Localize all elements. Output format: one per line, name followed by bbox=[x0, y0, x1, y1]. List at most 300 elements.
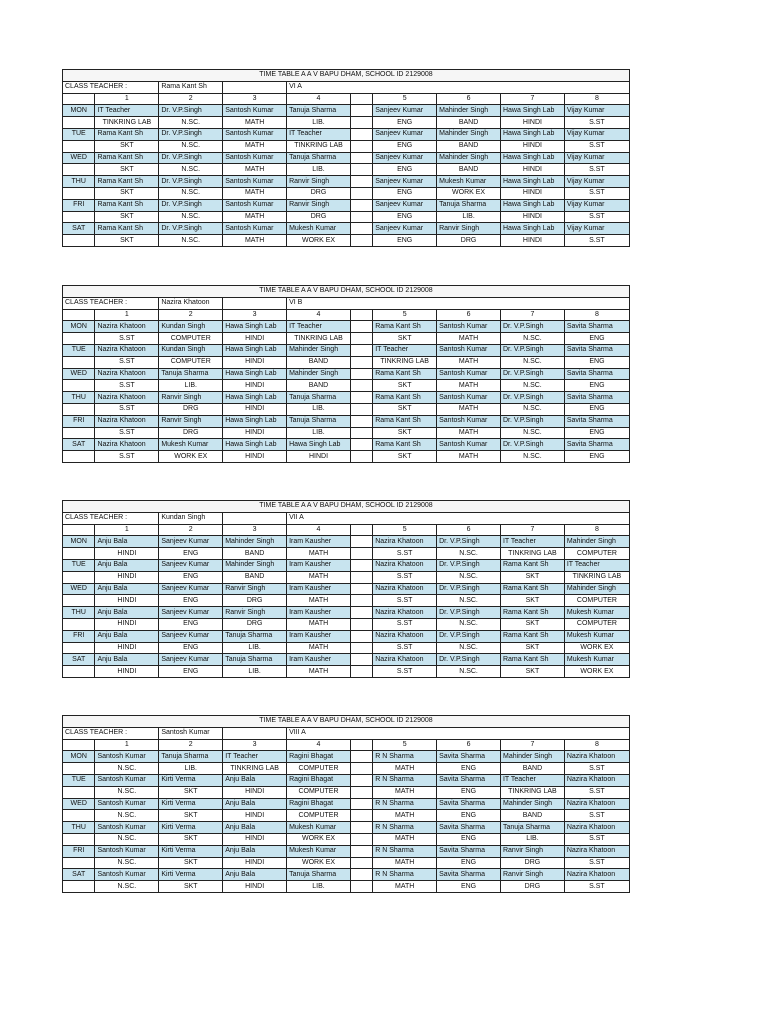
day-teacher-row bbox=[63, 368, 630, 380]
gap-cell bbox=[350, 618, 372, 630]
subject-cell: TINKRING LAB bbox=[95, 117, 159, 129]
teacher-cell: Hawa Singh Lab bbox=[223, 392, 287, 404]
subject-cell: MATH bbox=[223, 187, 287, 199]
teacher-cell: Mukesh Kumar bbox=[564, 630, 629, 642]
teacher-cell: Dr. V.P.Singh bbox=[159, 176, 223, 188]
teacher-cell: Anju Bala bbox=[95, 654, 159, 666]
teacher-cell: Dr. V.P.Singh bbox=[500, 321, 564, 333]
gap-cell bbox=[350, 403, 372, 415]
teacher-cell: Nazira Khatoon bbox=[95, 368, 159, 380]
day-teacher-row bbox=[63, 105, 630, 117]
empty-cell bbox=[63, 571, 95, 583]
teacher-cell: Sanjeev Kumar bbox=[159, 607, 223, 619]
teacher-cell: Dr. V.P.Singh bbox=[159, 128, 223, 140]
subject-cell: MATH bbox=[287, 595, 351, 607]
period-number: 5 bbox=[373, 93, 437, 105]
subject-cell: S.ST bbox=[564, 211, 629, 223]
teacher-cell: Savita Sharma bbox=[564, 344, 629, 356]
teacher-cell: Anju Bala bbox=[95, 559, 159, 571]
subject-cell: MATH bbox=[287, 571, 351, 583]
empty-cell bbox=[63, 857, 95, 869]
gap-cell bbox=[350, 451, 372, 463]
subject-cell: ENG bbox=[437, 881, 501, 893]
teacher-cell: Hawa Singh Lab bbox=[287, 439, 351, 451]
period-number: 2 bbox=[159, 309, 223, 321]
teacher-cell: Santosh Kumar bbox=[223, 105, 287, 117]
teacher-cell: Dr. V.P.Singh bbox=[500, 415, 564, 427]
teacher-cell: Vijay Kumar bbox=[564, 199, 629, 211]
empty-cell bbox=[63, 548, 95, 560]
teacher-cell: Santosh Kumar bbox=[95, 751, 159, 763]
teacher-cell: Vijay Kumar bbox=[564, 176, 629, 188]
subject-cell: ENG bbox=[373, 117, 437, 129]
period-number: 6 bbox=[437, 524, 501, 536]
day-teacher-row bbox=[63, 439, 630, 451]
subject-cell: BAND bbox=[287, 380, 351, 392]
subject-cell: S.ST bbox=[95, 380, 159, 392]
subject-cell: LIB. bbox=[287, 403, 351, 415]
subject-cell: SKT bbox=[95, 140, 159, 152]
gap-cell bbox=[350, 536, 372, 548]
teacher-cell: IT Teacher bbox=[500, 536, 564, 548]
teacher-cell: Santosh Kumar bbox=[95, 845, 159, 857]
day-label: WED bbox=[63, 152, 95, 164]
day-teacher-row bbox=[63, 321, 630, 333]
period-number: 2 bbox=[159, 93, 223, 105]
subject-cell: S.ST bbox=[564, 786, 629, 798]
subject-cell: S.ST bbox=[564, 763, 629, 775]
teacher-cell: Sanjeev Kumar bbox=[373, 105, 437, 117]
subject-cell: BAND bbox=[223, 571, 287, 583]
gap-cell bbox=[350, 368, 372, 380]
teacher-cell: Sanjeev Kumar bbox=[159, 654, 223, 666]
class-teacher-row bbox=[63, 81, 630, 93]
class-teacher-row bbox=[63, 727, 630, 739]
teacher-cell: Rama Kant Sh bbox=[95, 128, 159, 140]
teacher-cell: Nazira Khatoon bbox=[373, 630, 437, 642]
teacher-cell: Sanjeev Kumar bbox=[159, 630, 223, 642]
teacher-cell: Mahinder Singh bbox=[500, 798, 564, 810]
subject-cell: HINDI bbox=[500, 211, 564, 223]
day-teacher-row bbox=[63, 751, 630, 763]
subject-cell: HINDI bbox=[223, 857, 287, 869]
subject-cell: ENG bbox=[159, 595, 223, 607]
subject-cell: N.SC. bbox=[437, 548, 501, 560]
subject-cell: S.ST bbox=[373, 642, 437, 654]
gap-cell bbox=[350, 642, 372, 654]
subject-cell: LIB. bbox=[159, 380, 223, 392]
subject-cell: TINKRING LAB bbox=[287, 333, 351, 345]
teacher-cell: Ranvir Singh bbox=[437, 223, 501, 235]
subject-cell: HINDI bbox=[287, 451, 351, 463]
teacher-cell: Rama Kant Sh bbox=[500, 630, 564, 642]
period-number: 8 bbox=[564, 739, 629, 751]
subject-cell: HINDI bbox=[500, 235, 564, 247]
teacher-cell: Dr. V.P.Singh bbox=[437, 583, 501, 595]
subject-cell: SKT bbox=[159, 881, 223, 893]
teacher-cell: Mukesh Kumar bbox=[287, 822, 351, 834]
teacher-cell: Nazira Khatoon bbox=[564, 751, 629, 763]
teacher-cell: Iram Kausher bbox=[287, 536, 351, 548]
timetable bbox=[62, 69, 630, 247]
period-header-row bbox=[63, 309, 630, 321]
teacher-cell: Anju Bala bbox=[95, 630, 159, 642]
day-teacher-row bbox=[63, 654, 630, 666]
subject-cell: BAND bbox=[500, 810, 564, 822]
day-subject-row bbox=[63, 763, 630, 775]
teacher-cell: Hawa Singh Lab bbox=[223, 321, 287, 333]
subject-cell: HINDI bbox=[223, 881, 287, 893]
subject-cell: N.SC. bbox=[437, 642, 501, 654]
teacher-cell: Tanuja Sharma bbox=[159, 368, 223, 380]
subject-cell: HINDI bbox=[223, 786, 287, 798]
subject-cell: MATH bbox=[437, 380, 501, 392]
period-number: 5 bbox=[373, 309, 437, 321]
day-label: THU bbox=[63, 607, 95, 619]
period-number: 4 bbox=[287, 309, 351, 321]
teacher-cell: R N Sharma bbox=[373, 774, 437, 786]
gap-cell bbox=[350, 211, 372, 223]
teacher-cell: Nazira Khatoon bbox=[564, 774, 629, 786]
teacher-cell: IT Teacher bbox=[287, 321, 351, 333]
subject-cell: BAND bbox=[437, 164, 501, 176]
subject-cell: S.ST bbox=[564, 140, 629, 152]
subject-cell: ENG bbox=[437, 763, 501, 775]
day-label: THU bbox=[63, 822, 95, 834]
teacher-cell: Nazira Khatoon bbox=[373, 583, 437, 595]
subject-cell: N.SC. bbox=[437, 571, 501, 583]
teacher-cell: Anju Bala bbox=[223, 798, 287, 810]
day-subject-row bbox=[63, 833, 630, 845]
subject-cell: WORK EX bbox=[287, 235, 351, 247]
day-label: SAT bbox=[63, 223, 95, 235]
empty-cell bbox=[63, 451, 95, 463]
teacher-cell: IT Teacher bbox=[223, 751, 287, 763]
period-number: 8 bbox=[564, 93, 629, 105]
teacher-cell: Kundan Singh bbox=[159, 344, 223, 356]
teacher-cell: Tanuja Sharma bbox=[223, 630, 287, 642]
teacher-cell: Ranvir Singh bbox=[500, 869, 564, 881]
subject-cell: S.ST bbox=[95, 356, 159, 368]
day-subject-row bbox=[63, 164, 630, 176]
teacher-cell: Dr. V.P.Singh bbox=[159, 199, 223, 211]
subject-cell: N.SC. bbox=[159, 211, 223, 223]
subject-cell: MATH bbox=[287, 618, 351, 630]
period-number: 1 bbox=[95, 309, 159, 321]
teacher-cell: Mahinder Singh bbox=[437, 152, 501, 164]
teacher-cell: Ranvir Singh bbox=[223, 607, 287, 619]
day-label: WED bbox=[63, 368, 95, 380]
subject-cell: DRG bbox=[159, 427, 223, 439]
subject-cell: ENG bbox=[564, 427, 629, 439]
empty-cell bbox=[63, 595, 95, 607]
teacher-cell: Nazira Khatoon bbox=[564, 845, 629, 857]
day-label: THU bbox=[63, 392, 95, 404]
period-header-row bbox=[63, 93, 630, 105]
class-teacher-row bbox=[63, 512, 630, 524]
subject-cell: HINDI bbox=[223, 333, 287, 345]
teacher-cell: Tanuja Sharma bbox=[500, 822, 564, 834]
timetable bbox=[62, 715, 630, 893]
subject-cell: LIB. bbox=[500, 833, 564, 845]
teacher-cell: Anju Bala bbox=[95, 607, 159, 619]
gap-cell bbox=[350, 833, 372, 845]
teacher-cell: Mahinder Singh bbox=[564, 583, 629, 595]
subject-cell: COMPUTER bbox=[287, 786, 351, 798]
teacher-cell: Nazira Khatoon bbox=[95, 439, 159, 451]
gap-cell bbox=[350, 571, 372, 583]
subject-cell: DRG bbox=[437, 235, 501, 247]
subject-cell: WORK EX bbox=[287, 857, 351, 869]
teacher-cell: Dr. V.P.Singh bbox=[159, 223, 223, 235]
period-number: 3 bbox=[223, 309, 287, 321]
teacher-cell: Vijay Kumar bbox=[564, 128, 629, 140]
teacher-cell: Savita Sharma bbox=[564, 368, 629, 380]
teacher-cell: Kirti Verma bbox=[159, 869, 223, 881]
teacher-cell: Savita Sharma bbox=[437, 751, 501, 763]
teacher-cell: Tanuja Sharma bbox=[223, 654, 287, 666]
title-row bbox=[63, 70, 630, 82]
subject-cell: N.SC. bbox=[95, 763, 159, 775]
class-teacher-label: CLASS TEACHER : bbox=[63, 727, 159, 739]
gap-cell bbox=[350, 187, 372, 199]
teacher-cell: Tanuja Sharma bbox=[287, 869, 351, 881]
teacher-cell: Rama Kant Sh bbox=[95, 223, 159, 235]
day-label: TUE bbox=[63, 559, 95, 571]
subject-cell: SKT bbox=[500, 618, 564, 630]
subject-cell: N.SC. bbox=[159, 140, 223, 152]
teacher-cell: Mahinder Singh bbox=[287, 344, 351, 356]
teacher-cell: Tanuja Sharma bbox=[287, 415, 351, 427]
class-teacher-name: Santosh Kumar bbox=[159, 727, 223, 739]
subject-cell: MATH bbox=[223, 211, 287, 223]
teacher-cell: R N Sharma bbox=[373, 869, 437, 881]
day-label: TUE bbox=[63, 774, 95, 786]
teacher-cell: IT Teacher bbox=[564, 559, 629, 571]
subject-cell: SKT bbox=[373, 333, 437, 345]
subject-cell: HINDI bbox=[95, 666, 159, 678]
subject-cell: N.SC. bbox=[500, 356, 564, 368]
empty-cell bbox=[63, 618, 95, 630]
teacher-cell: Sanjeev Kumar bbox=[373, 199, 437, 211]
period-number: 7 bbox=[500, 739, 564, 751]
subject-cell: MATH bbox=[287, 666, 351, 678]
subject-cell: ENG bbox=[373, 235, 437, 247]
gap-cell bbox=[350, 548, 372, 560]
title-row bbox=[63, 501, 630, 513]
teacher-cell: Vijay Kumar bbox=[564, 223, 629, 235]
gap-cell bbox=[350, 392, 372, 404]
teacher-cell: Santosh Kumar bbox=[95, 798, 159, 810]
subject-cell: LIB. bbox=[287, 117, 351, 129]
subject-cell: SKT bbox=[373, 451, 437, 463]
day-teacher-row bbox=[63, 869, 630, 881]
teacher-cell: Sanjeev Kumar bbox=[159, 559, 223, 571]
class-teacher-name: Kundan Singh bbox=[159, 512, 223, 524]
subject-cell: N.SC. bbox=[159, 164, 223, 176]
subject-cell: WORK EX bbox=[564, 642, 629, 654]
day-label: TUE bbox=[63, 344, 95, 356]
gap-cell bbox=[350, 630, 372, 642]
subject-cell: SKT bbox=[500, 642, 564, 654]
teacher-cell: Savita Sharma bbox=[564, 439, 629, 451]
teacher-cell: Kirti Verma bbox=[159, 822, 223, 834]
teacher-cell: Rama Kant Sh bbox=[500, 559, 564, 571]
gap-cell bbox=[350, 654, 372, 666]
subject-cell: WORK EX bbox=[159, 451, 223, 463]
subject-cell: S.ST bbox=[564, 833, 629, 845]
teacher-cell: Hawa Singh Lab bbox=[223, 368, 287, 380]
teacher-cell: Hawa Singh Lab bbox=[500, 223, 564, 235]
teacher-cell: Dr. V.P.Singh bbox=[159, 105, 223, 117]
subject-cell: N.SC. bbox=[95, 786, 159, 798]
teacher-cell: Hawa Singh Lab bbox=[500, 152, 564, 164]
day-subject-row bbox=[63, 187, 630, 199]
empty-cell bbox=[63, 427, 95, 439]
subject-cell: N.SC. bbox=[500, 333, 564, 345]
subject-cell: HINDI bbox=[223, 427, 287, 439]
teacher-cell: IT Teacher bbox=[287, 128, 351, 140]
subject-cell: N.SC. bbox=[95, 857, 159, 869]
subject-cell: LIB. bbox=[223, 642, 287, 654]
class-name: VIII A bbox=[287, 727, 630, 739]
teacher-cell: Dr. V.P.Singh bbox=[437, 559, 501, 571]
teacher-cell: Sanjeev Kumar bbox=[373, 128, 437, 140]
gap-cell bbox=[350, 164, 372, 176]
subject-cell: N.SC. bbox=[500, 403, 564, 415]
subject-cell: S.ST bbox=[95, 333, 159, 345]
gap-cell bbox=[350, 559, 372, 571]
subject-cell: SKT bbox=[373, 427, 437, 439]
day-subject-row bbox=[63, 810, 630, 822]
subject-cell: ENG bbox=[437, 810, 501, 822]
subject-cell: ENG bbox=[564, 451, 629, 463]
subject-cell: ENG bbox=[437, 857, 501, 869]
day-subject-row bbox=[63, 211, 630, 223]
gap-cell bbox=[350, 524, 372, 536]
teacher-cell: Santosh Kumar bbox=[223, 128, 287, 140]
teacher-cell: Hawa Singh Lab bbox=[500, 105, 564, 117]
day-label: MON bbox=[63, 105, 95, 117]
teacher-cell: Savita Sharma bbox=[437, 822, 501, 834]
teacher-cell: Ranvir Singh bbox=[287, 176, 351, 188]
day-subject-row bbox=[63, 427, 630, 439]
teacher-cell: Ragini Bhagat bbox=[287, 798, 351, 810]
subject-cell: S.ST bbox=[564, 881, 629, 893]
subject-cell: MATH bbox=[373, 833, 437, 845]
teacher-cell: Savita Sharma bbox=[437, 845, 501, 857]
teacher-cell: Nazira Khatoon bbox=[95, 321, 159, 333]
class-name: VII A bbox=[287, 512, 630, 524]
subject-cell: SKT bbox=[500, 571, 564, 583]
subject-cell: HINDI bbox=[95, 642, 159, 654]
teacher-cell: Dr. V.P.Singh bbox=[500, 368, 564, 380]
teacher-cell: Hawa Singh Lab bbox=[500, 128, 564, 140]
teacher-cell: Iram Kausher bbox=[287, 607, 351, 619]
day-subject-row bbox=[63, 403, 630, 415]
subject-cell: MATH bbox=[437, 427, 501, 439]
teacher-cell: Nazira Khatoon bbox=[373, 607, 437, 619]
period-header-row bbox=[63, 524, 630, 536]
teacher-cell: Nazira Khatoon bbox=[95, 415, 159, 427]
period-header-row bbox=[63, 739, 630, 751]
subject-cell: DRG bbox=[500, 857, 564, 869]
period-number: 1 bbox=[95, 93, 159, 105]
gap-cell bbox=[350, 333, 372, 345]
day-subject-row bbox=[63, 380, 630, 392]
teacher-cell: Rama Kant Sh bbox=[500, 583, 564, 595]
gap-cell bbox=[350, 798, 372, 810]
subject-cell: MATH bbox=[437, 356, 501, 368]
teacher-cell: Tanuja Sharma bbox=[287, 392, 351, 404]
subject-cell: S.ST bbox=[564, 235, 629, 247]
teacher-cell: Iram Kausher bbox=[287, 654, 351, 666]
day-teacher-row bbox=[63, 845, 630, 857]
subject-cell: SKT bbox=[373, 380, 437, 392]
subject-cell: N.SC. bbox=[95, 810, 159, 822]
gap-cell bbox=[350, 810, 372, 822]
period-number: 8 bbox=[564, 309, 629, 321]
gap-cell bbox=[350, 786, 372, 798]
subject-cell: TINKRING LAB bbox=[373, 356, 437, 368]
teacher-cell: Tanuja Sharma bbox=[159, 751, 223, 763]
class-teacher-label: CLASS TEACHER : bbox=[63, 512, 159, 524]
teacher-cell: Rama Kant Sh bbox=[95, 152, 159, 164]
day-label: FRI bbox=[63, 845, 95, 857]
gap-cell bbox=[350, 869, 372, 881]
teacher-cell: Vijay Kumar bbox=[564, 152, 629, 164]
subject-cell: N.SC. bbox=[500, 427, 564, 439]
subject-cell: MATH bbox=[223, 140, 287, 152]
teacher-cell: Sanjeev Kumar bbox=[373, 176, 437, 188]
teacher-cell: Anju Bala bbox=[95, 536, 159, 548]
day-teacher-row bbox=[63, 774, 630, 786]
teacher-cell: Sanjeev Kumar bbox=[373, 152, 437, 164]
subject-cell: COMPUTER bbox=[159, 333, 223, 345]
empty-cell bbox=[63, 403, 95, 415]
subject-cell: LIB. bbox=[287, 427, 351, 439]
gap-cell bbox=[350, 857, 372, 869]
subject-cell: SKT bbox=[95, 187, 159, 199]
teacher-cell: Iram Kausher bbox=[287, 559, 351, 571]
gap-cell bbox=[350, 427, 372, 439]
title-row bbox=[63, 286, 630, 298]
subject-cell: ENG bbox=[373, 164, 437, 176]
day-label: FRI bbox=[63, 199, 95, 211]
class-teacher-name: Rama Kant Sh bbox=[159, 81, 223, 93]
teacher-cell: Santosh Kumar bbox=[437, 392, 501, 404]
subject-cell: COMPUTER bbox=[564, 548, 629, 560]
subject-cell: ENG bbox=[159, 618, 223, 630]
teacher-cell: Rama Kant Sh bbox=[95, 199, 159, 211]
gap-cell bbox=[350, 140, 372, 152]
subject-cell: SKT bbox=[95, 235, 159, 247]
teacher-cell: R N Sharma bbox=[373, 798, 437, 810]
subject-cell: HINDI bbox=[223, 380, 287, 392]
teacher-cell: Nazira Khatoon bbox=[373, 559, 437, 571]
subject-cell: N.SC. bbox=[500, 380, 564, 392]
subject-cell: HINDI bbox=[500, 140, 564, 152]
teacher-cell: Rama Kant Sh bbox=[373, 439, 437, 451]
day-subject-row bbox=[63, 235, 630, 247]
teacher-cell: Nazira Khatoon bbox=[564, 869, 629, 881]
day-teacher-row bbox=[63, 128, 630, 140]
gap-cell bbox=[350, 583, 372, 595]
day-teacher-row bbox=[63, 152, 630, 164]
gap-cell bbox=[350, 415, 372, 427]
day-subject-row bbox=[63, 117, 630, 129]
day-subject-row bbox=[63, 666, 630, 678]
